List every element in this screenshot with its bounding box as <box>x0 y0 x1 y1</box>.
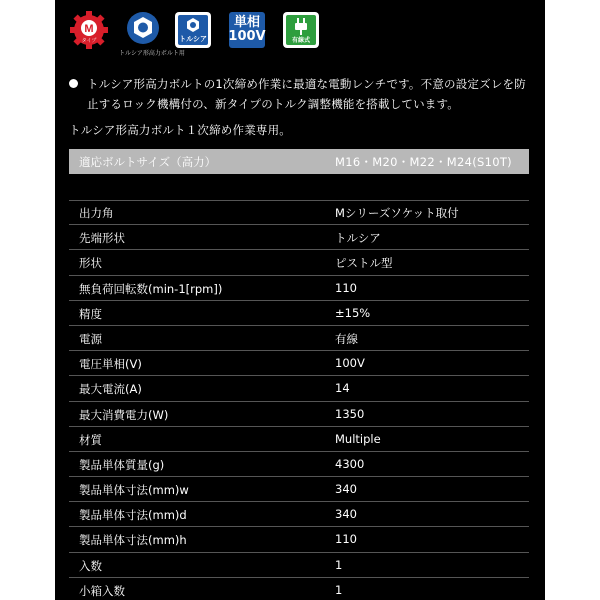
spec-row <box>69 402 529 427</box>
spec-value: 110 <box>335 532 357 547</box>
spec-row <box>69 452 529 477</box>
spec-value: Multiple <box>335 431 381 446</box>
spec-header-row <box>69 149 529 174</box>
spec-key: 製品単体寸法(mm)h <box>79 533 187 548</box>
spec-key: 製品単体寸法(mm)w <box>79 483 189 498</box>
spec-table <box>69 200 529 600</box>
description-text: トルシア形高力ボルトの1次締め作業に最適な電動レンチです。不意の設定ズレを防止するロック機構付の、新タイプのトルク調整機能を搭載しています。 <box>87 77 526 111</box>
spec-row <box>69 326 529 351</box>
spec-key: 最大電流(A) <box>79 382 142 397</box>
spec-value: 110 <box>335 280 357 295</box>
spec-value: 1 <box>335 582 343 597</box>
spec-key: 入数 <box>79 558 102 573</box>
spec-row <box>69 553 529 578</box>
gear-label: M <box>84 23 94 35</box>
spec-value: ±15% <box>335 305 371 320</box>
cord-label: 有線式 <box>291 37 311 44</box>
product-subtitle: トルシア形高力ボルト１次締め作業専用。 <box>69 123 292 137</box>
corded-plug-icon <box>283 12 319 48</box>
spec-key: 製品単体質量(g) <box>79 457 165 472</box>
spec-key: 最大消費電力(W) <box>79 407 169 422</box>
spec-value: ピストル型 <box>335 256 393 271</box>
spec-key: 形状 <box>79 256 102 271</box>
bullet-icon <box>69 79 78 88</box>
spec-key: 精度 <box>79 306 102 321</box>
spec-value: 有線 <box>335 331 358 346</box>
spec-row <box>69 376 529 401</box>
m-type-gear-icon <box>69 10 109 50</box>
spec-row <box>69 200 529 225</box>
spec-row <box>69 351 529 376</box>
gear-sublabel: タイプ <box>81 38 97 44</box>
spec-key: 先端形状 <box>79 231 125 246</box>
single-phase-100v-badge <box>229 12 265 48</box>
spec-value: 14 <box>335 381 350 396</box>
torx-label: トルシア <box>179 35 207 43</box>
spec-value: 4300 <box>335 456 365 471</box>
spec-row <box>69 427 529 452</box>
spec-header-value: M16・M20・M22・M24(S10T) <box>335 155 512 169</box>
torshear-tip-icon <box>175 12 211 48</box>
spec-value: 1 <box>335 557 343 572</box>
spec-row <box>69 527 529 552</box>
spec-key: 材質 <box>79 432 102 447</box>
spec-row <box>69 477 529 502</box>
spec-key: 製品単体寸法(mm)d <box>79 508 187 523</box>
spec-key: 小箱入数 <box>79 583 125 598</box>
spec-header-key: 適応ボルトサイズ（高力） <box>79 155 217 169</box>
spec-value: 1350 <box>335 406 365 421</box>
product-panel <box>55 0 545 600</box>
bolt-caption: トルシア形高力ボルト用 <box>119 50 185 57</box>
spec-row <box>69 578 529 600</box>
spec-value: 340 <box>335 507 357 522</box>
spec-value: Mシリーズソケット取付 <box>335 206 459 220</box>
spec-key: 電圧単相(V) <box>79 357 142 372</box>
spec-row <box>69 502 529 527</box>
spec-row <box>69 225 529 250</box>
spec-key: 電源 <box>79 331 102 346</box>
volt-bottom-label: 100V <box>228 29 266 44</box>
spec-value: トルシア <box>335 231 381 246</box>
spec-key: 出力角 <box>79 206 114 220</box>
spec-value: 340 <box>335 482 357 497</box>
torshear-bolt-icon <box>123 10 163 50</box>
spec-key: 無負荷回転数(min-1[rpm]) <box>79 281 223 296</box>
spec-row <box>69 250 529 275</box>
spec-value: 100V <box>335 356 365 371</box>
spec-row <box>69 301 529 326</box>
volt-top-label: 単相 <box>233 15 260 30</box>
spec-row <box>69 276 529 301</box>
